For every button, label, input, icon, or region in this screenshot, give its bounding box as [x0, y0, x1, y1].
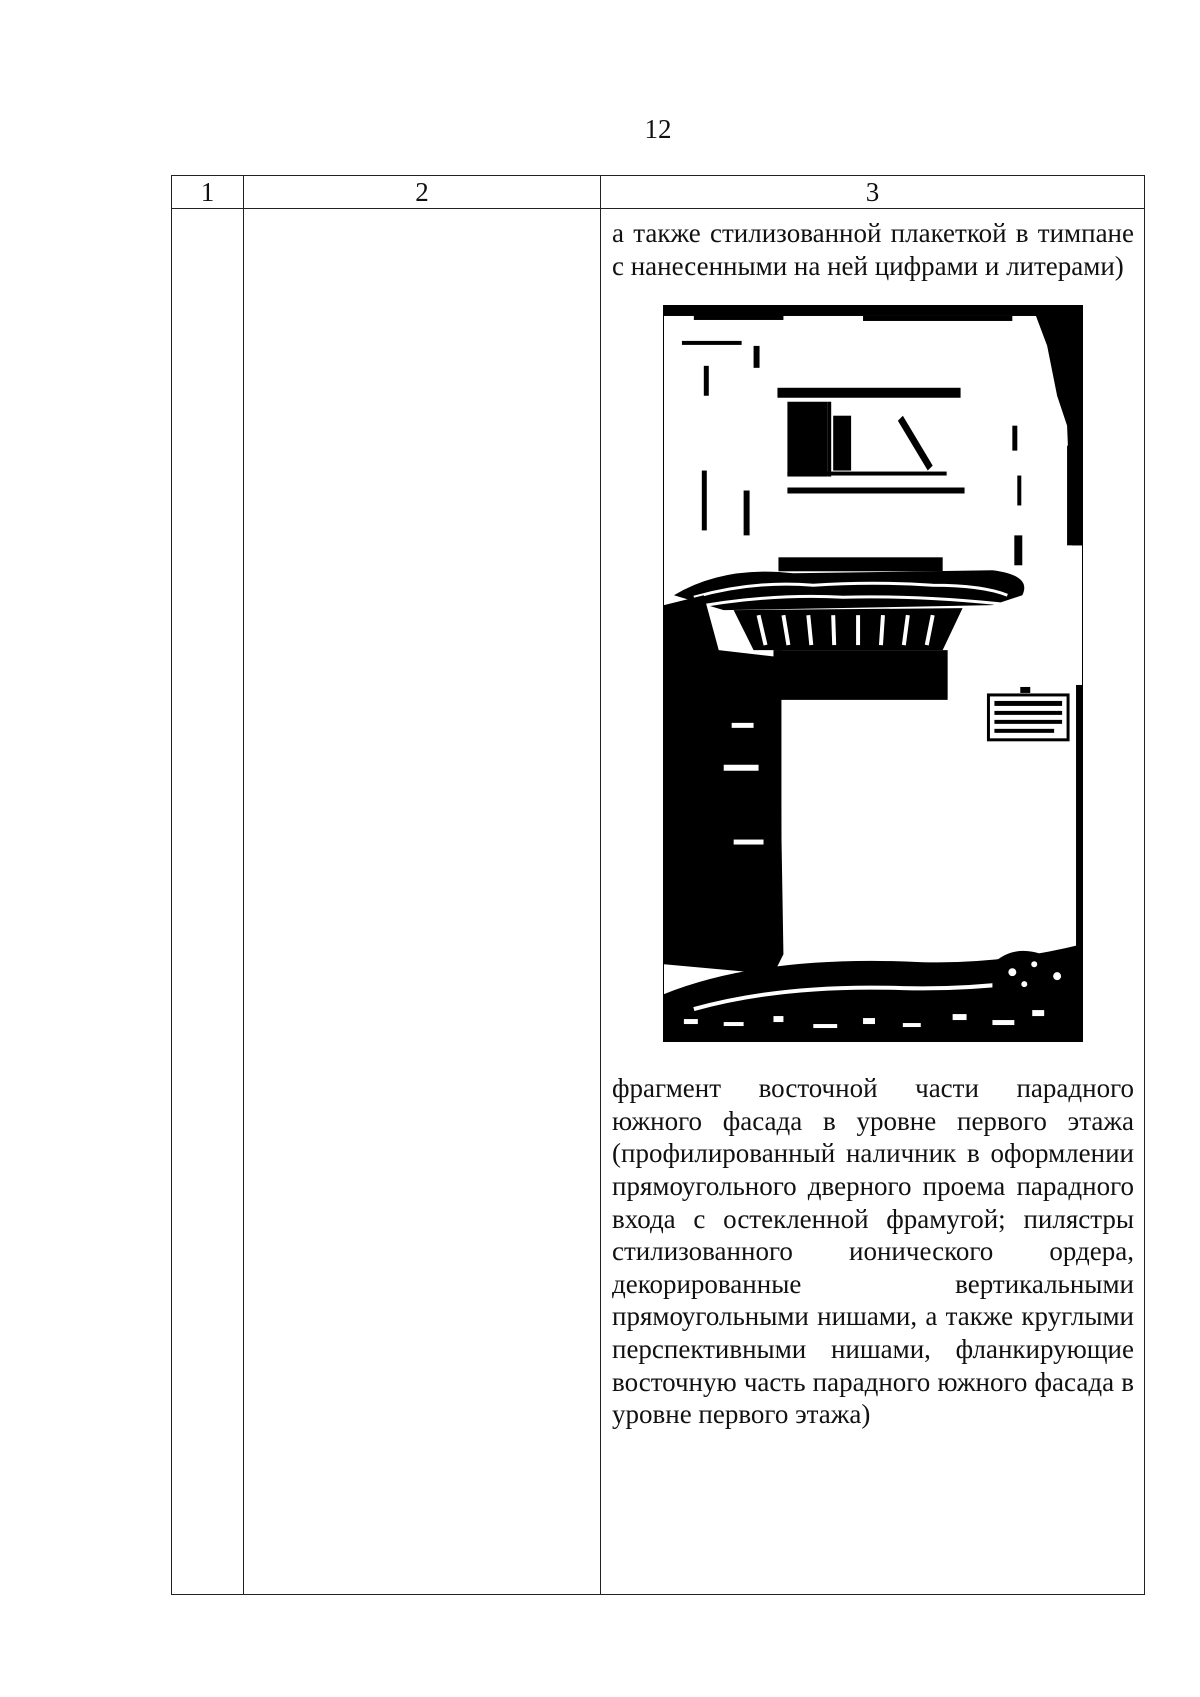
cell-col2 — [244, 209, 601, 1595]
description-text-bottom: фрагмент восточной части парадного южного фасада в уровне первого этажа (профилированный наличник в оформлении прямоугольного дверного проема парадного входа с остекленной фрамугой; пилястры стилизованного ионического ордера, декорированные вертикальными прямоугольными нишами, а также круглыми перспективными нишами, фланкирующие восточную часть парадного южного фасада в уровне первого этажа) — [612, 1073, 1134, 1430]
column-header-3: 3 — [601, 176, 1145, 209]
document-table — [171, 175, 1145, 1595]
facade-photo — [663, 305, 1083, 1042]
page-number: 12 — [644, 114, 672, 144]
table-header-row — [172, 176, 1145, 209]
column-header-1: 1 — [172, 176, 244, 209]
cell-col3 — [601, 209, 1145, 1595]
facade-photo-image — [664, 306, 1082, 1041]
description-text-top: а также стилизованной плакеткой в тимпане с нанесенными на ней цифрами и литерами) — [612, 218, 1134, 281]
cell-col1 — [172, 209, 244, 1595]
table-row — [172, 209, 1145, 1595]
column-header-2: 2 — [244, 176, 601, 209]
